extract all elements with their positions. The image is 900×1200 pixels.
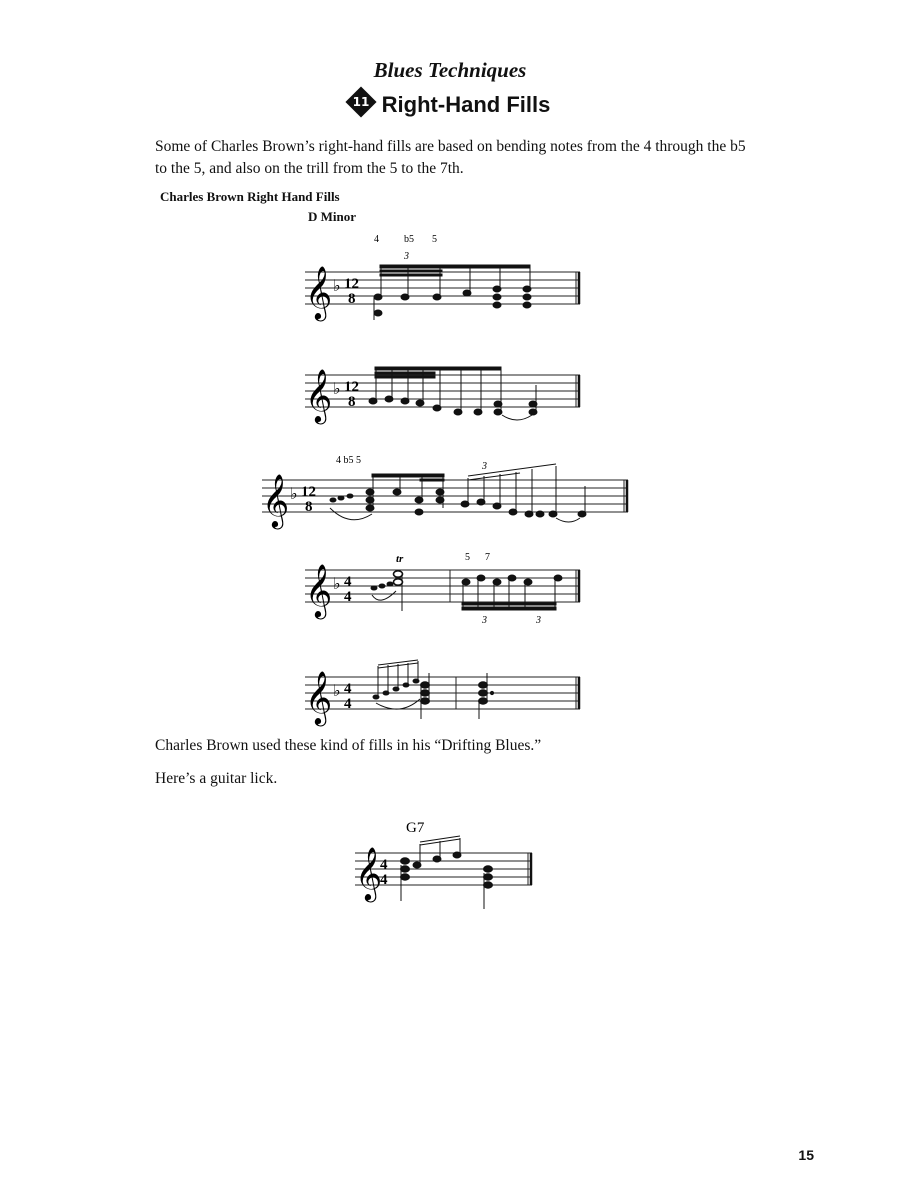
time-signature-top: 12 [344, 379, 359, 395]
annotation-7: 7 [485, 552, 490, 563]
chapter-number-badge [345, 86, 376, 117]
time-signature-bottom: 4 [344, 696, 352, 712]
time-signature-top: 12 [344, 276, 359, 292]
treble-clef-icon: 𝄞 [305, 370, 333, 421]
drifting-blues-text: Charles Brown used these kind of fills in his “Drifting Blues.” [155, 737, 542, 754]
staff-5 [0, 655, 900, 730]
flat-icon: ♭ [333, 576, 341, 593]
chord-symbol: G7 [406, 820, 425, 836]
flat-icon: ♭ [290, 486, 298, 503]
chapter-number: 11 [352, 95, 370, 109]
time-signature-bottom: 8 [348, 394, 356, 410]
chapter-title: Right-Hand Fills [381, 92, 551, 117]
flat-icon: ♭ [333, 278, 341, 295]
time-signature-top: 4 [380, 857, 388, 873]
time-signature-bottom: 8 [305, 499, 313, 515]
note-group [374, 265, 531, 320]
treble-clef-icon: 𝄞 [305, 565, 333, 616]
key-caption: D Minor [308, 209, 357, 224]
flat-icon: ♭ [333, 683, 341, 700]
tuplet-3: 3 [404, 251, 409, 262]
time-signature-bottom: 4 [344, 589, 352, 605]
staff-6 [0, 815, 900, 910]
note-group [330, 464, 586, 517]
tuplet-3: 3 [482, 461, 487, 472]
example-caption: Charles Brown Right Hand Fills [160, 189, 340, 204]
time-signature-bottom: 8 [348, 291, 356, 307]
time-signature-top: 4 [344, 681, 352, 697]
annotation-b5: b5 [404, 234, 414, 245]
treble-clef-icon: 𝄞 [305, 267, 333, 318]
tuplet-3-second: 3 [536, 615, 541, 626]
staff-3 [0, 450, 900, 535]
tuplet-3-first: 3 [482, 615, 487, 626]
page-number: 15 [798, 1147, 814, 1163]
treble-clef-icon: 𝄞 [305, 672, 333, 723]
staff-4 [0, 545, 900, 630]
time-signature-bottom: 4 [380, 872, 388, 888]
note-group [371, 571, 562, 611]
guitar-lick-text: Here’s a guitar lick. [155, 770, 278, 787]
annotation-5: 5 [465, 552, 470, 563]
note-group [373, 660, 494, 719]
staff-1 [0, 225, 900, 330]
time-signature-top: 12 [301, 484, 316, 500]
staff-2 [0, 355, 900, 445]
intro-paragraph: Some of Charles Brown’s right-hand fills are based on bending notes from the 4 through the b5 to the 5, and also on the trill from the 5 to the 7th. [155, 138, 746, 177]
treble-clef-icon: 𝄞 [262, 475, 290, 526]
treble-clef-icon: 𝄞 [355, 848, 383, 899]
flat-icon: ♭ [333, 381, 341, 398]
annotation-5: 5 [432, 234, 437, 245]
section-title: Blues Techniques [373, 58, 527, 82]
annotation-4-b5-5: 4 b5 5 [336, 455, 361, 466]
annotation-4: 4 [374, 234, 379, 245]
chapter-heading [0, 92, 900, 118]
time-signature-top: 4 [344, 574, 352, 590]
note-group [401, 836, 493, 909]
trill-mark: tr [396, 553, 404, 565]
